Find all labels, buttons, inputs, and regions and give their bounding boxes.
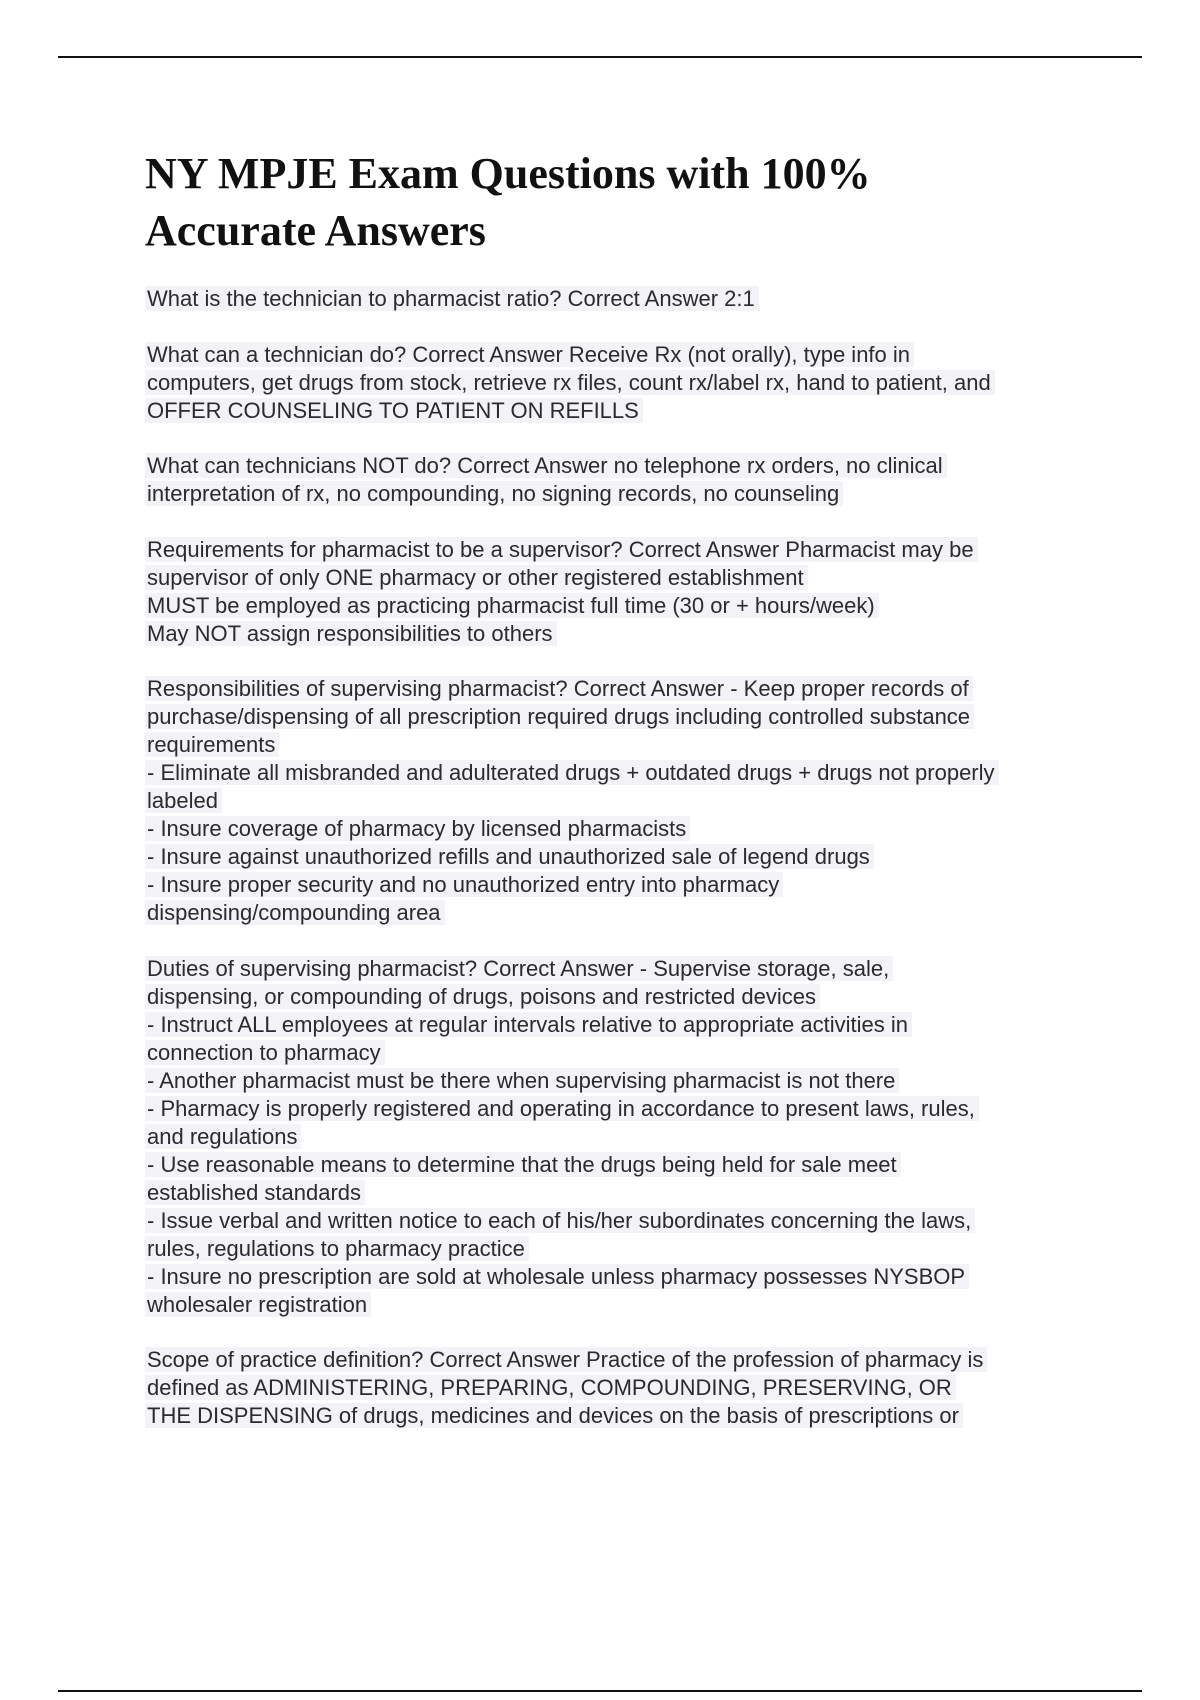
qa-technician-can-do	[145, 341, 1085, 425]
qa-line: dispensing/compounding area	[145, 900, 445, 925]
qa-line: - Eliminate all misbranded and adulterated drugs + outdated drugs + drugs not properly	[145, 760, 999, 785]
qa-line: requirements	[145, 732, 279, 757]
qa-technician-cannot-do	[145, 452, 1085, 508]
qa-line: established standards	[145, 1180, 365, 1205]
qa-supervisor-requirements	[145, 536, 1085, 648]
qa-line: wholesaler registration	[145, 1292, 371, 1317]
qa-line: OFFER COUNSELING TO PATIENT ON REFILLS	[145, 398, 643, 423]
qa-line: connection to pharmacy	[145, 1040, 385, 1065]
qa-line: MUST be employed as practicing pharmacist full time (30 or + hours/week)	[145, 593, 879, 618]
qa-line: - Insure no prescription are sold at wholesale unless pharmacy possesses NYSBOP	[145, 1264, 969, 1289]
qa-line: - Insure coverage of pharmacy by licensed pharmacists	[145, 816, 690, 841]
qa-scope-of-practice	[145, 1346, 1085, 1430]
qa-line: - Issue verbal and written notice to each of his/her subordinates concerning the laws,	[145, 1208, 975, 1233]
qa-line: - Another pharmacist must be there when supervising pharmacist is not there	[145, 1068, 899, 1093]
qa-line: - Insure against unauthorized refills and unauthorized sale of legend drugs	[145, 844, 874, 869]
document-body	[145, 145, 1085, 1458]
top-rule	[58, 56, 1142, 58]
qa-line: defined as ADMINISTERING, PREPARING, COMPOUNDING, PRESERVING, OR	[145, 1375, 956, 1400]
qa-line: computers, get drugs from stock, retrieve rx files, count rx/label rx, hand to patient, and	[145, 370, 995, 395]
qa-line: - Pharmacy is properly registered and operating in accordance to present laws, rules,	[145, 1096, 979, 1121]
qa-line: Duties of supervising pharmacist? Correct Answer - Supervise storage, sale,	[145, 956, 893, 981]
bottom-rule	[58, 1690, 1142, 1692]
qa-line: Scope of practice definition? Correct Answer Practice of the profession of pharmacy is	[145, 1347, 987, 1372]
page-title	[145, 145, 1085, 259]
qa-line: dispensing, or compounding of drugs, poisons and restricted devices	[145, 984, 820, 1009]
qa-line: Requirements for pharmacist to be a supervisor? Correct Answer Pharmacist may be	[145, 537, 978, 562]
qa-line: supervisor of only ONE pharmacy or other registered establishment	[145, 565, 808, 590]
qa-line: - Use reasonable means to determine that the drugs being held for sale meet	[145, 1152, 901, 1177]
title-line: NY MPJE Exam Questions with 100%	[145, 149, 871, 198]
qa-technician-ratio	[145, 285, 1085, 313]
qa-line: interpretation of rx, no compounding, no signing records, no counseling	[145, 481, 843, 506]
qa-line: What is the technician to pharmacist ratio? Correct Answer 2:1	[145, 286, 759, 311]
qa-line: - Instruct ALL employees at regular intervals relative to appropriate activities in	[145, 1012, 912, 1037]
qa-line: rules, regulations to pharmacy practice	[145, 1236, 529, 1261]
qa-line: THE DISPENSING of drugs, medicines and devices on the basis of prescriptions or	[145, 1403, 963, 1428]
qa-line: Responsibilities of supervising pharmacist? Correct Answer - Keep proper records of	[145, 676, 973, 701]
qa-line: and regulations	[145, 1124, 301, 1149]
qa-line: purchase/dispensing of all prescription required drugs including controlled substance	[145, 704, 974, 729]
qa-line: - Insure proper security and no unauthorized entry into pharmacy	[145, 872, 783, 897]
qa-supervisor-duties	[145, 955, 1085, 1319]
qa-line: labeled	[145, 788, 222, 813]
qa-supervisor-responsibilities	[145, 675, 1085, 927]
qa-line: What can technicians NOT do? Correct Answer no telephone rx orders, no clinical	[145, 453, 947, 478]
title-line: Accurate Answers	[145, 206, 486, 255]
qa-line: May NOT assign responsibilities to others	[145, 621, 557, 646]
qa-line: What can a technician do? Correct Answer Receive Rx (not orally), type info in	[145, 342, 914, 367]
